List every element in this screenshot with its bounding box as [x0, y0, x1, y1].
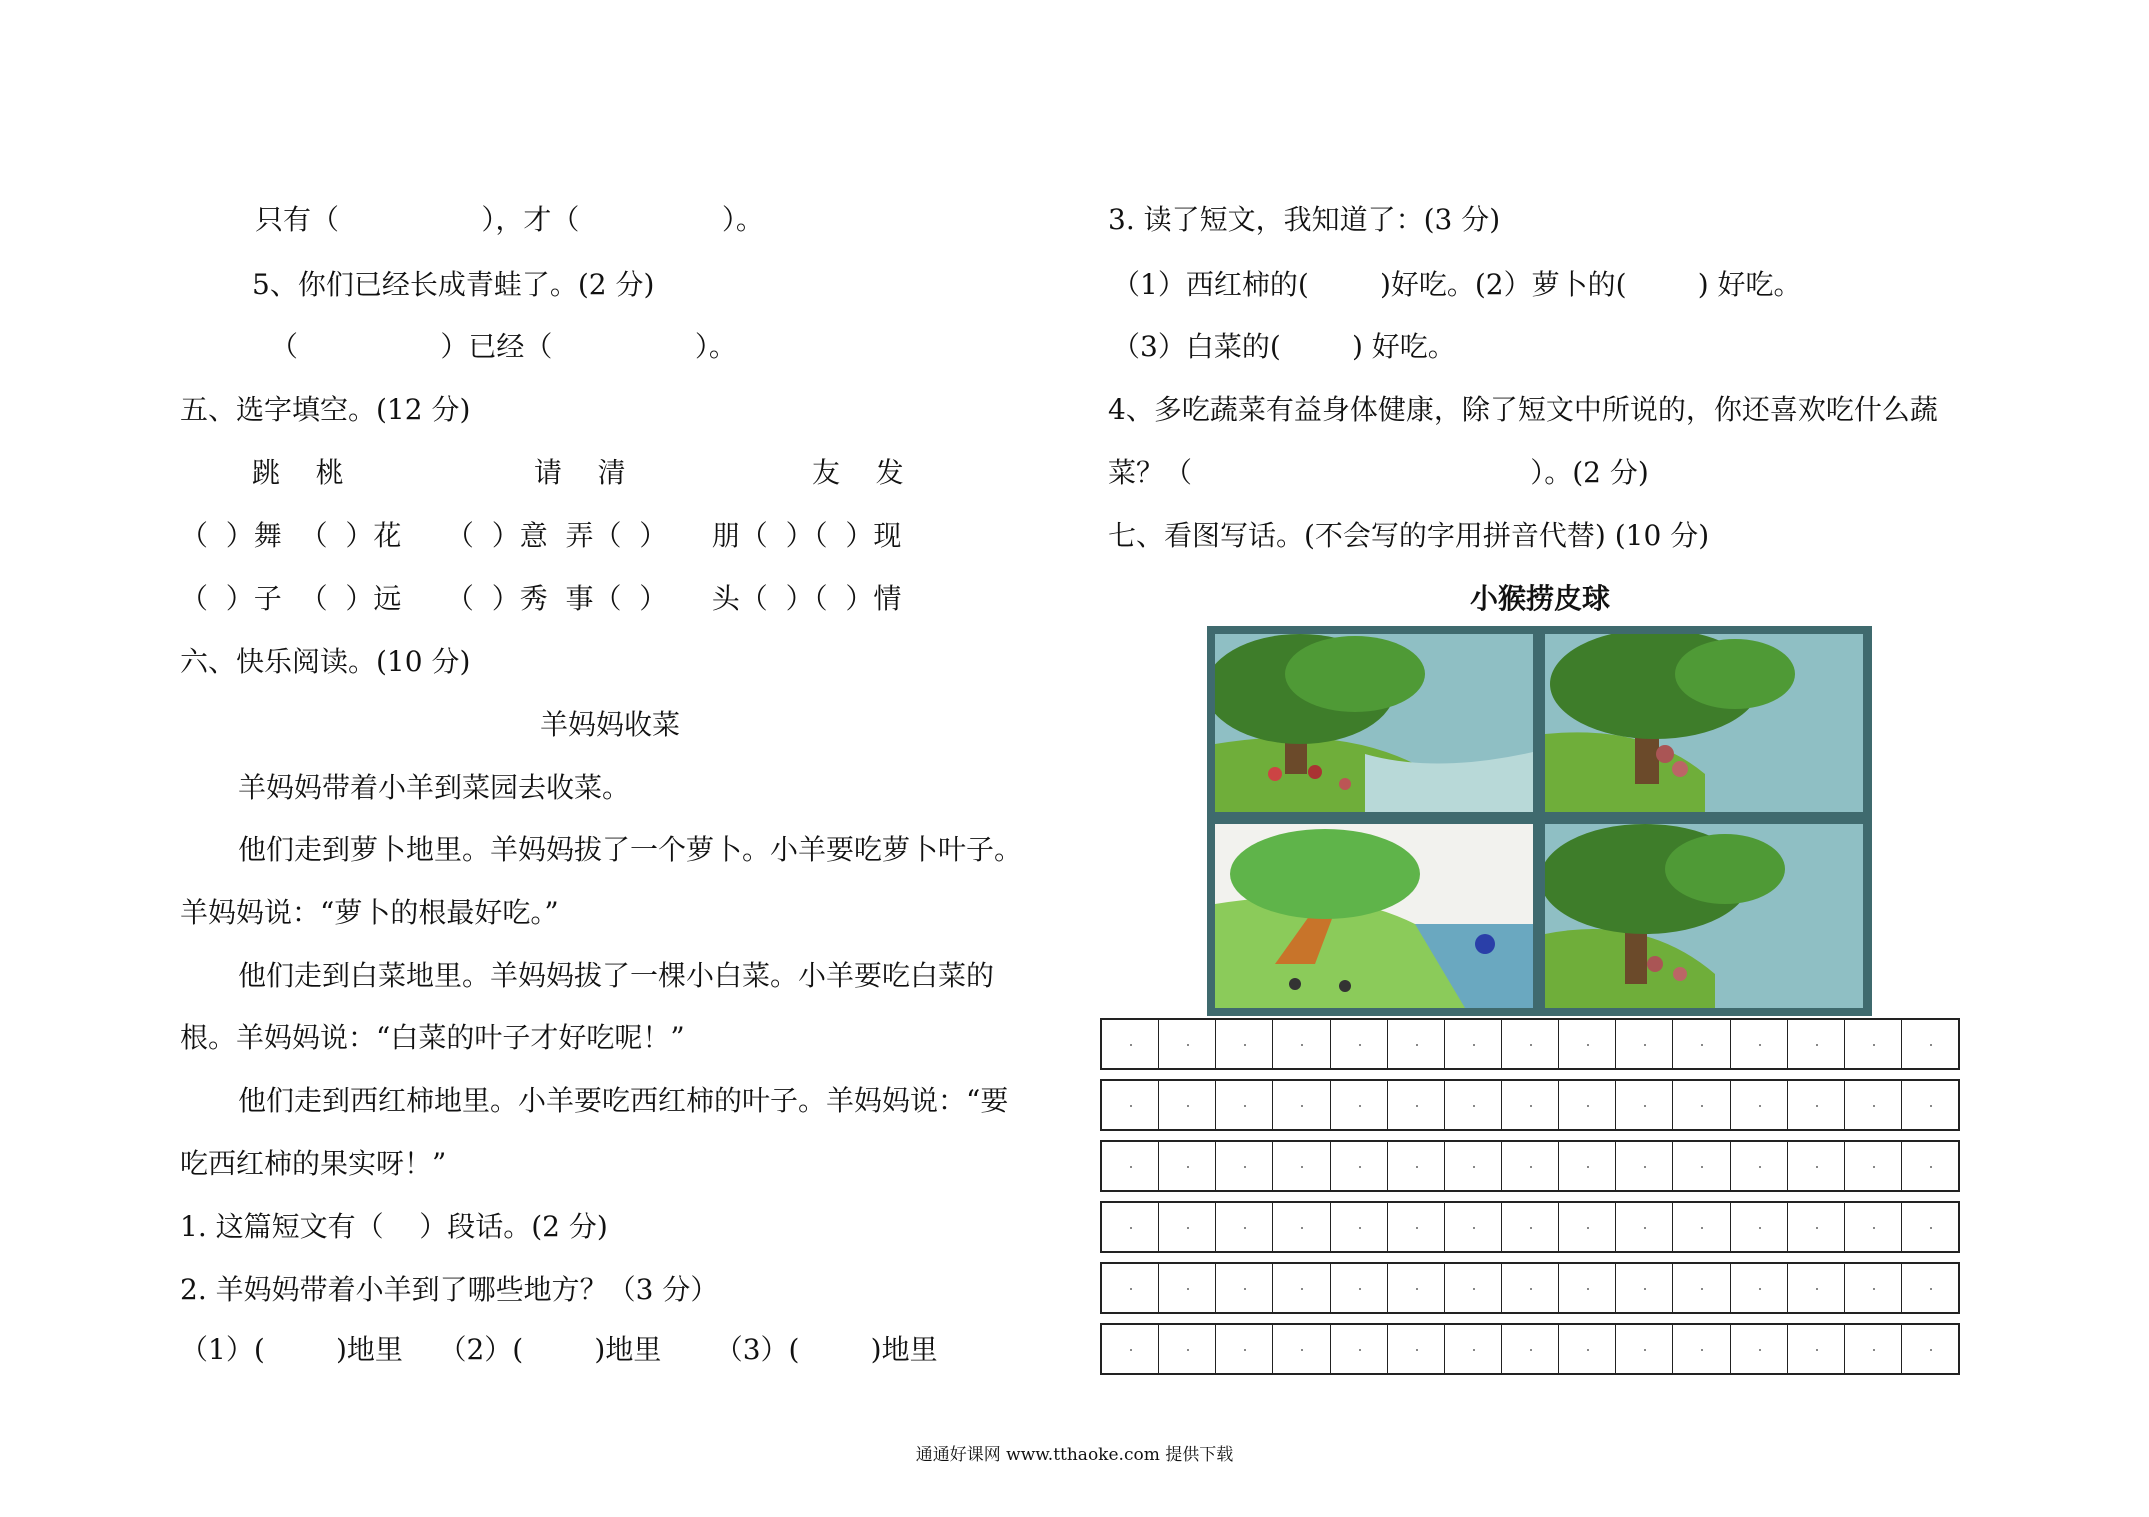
grid-cell[interactable]: [1788, 1081, 1845, 1129]
grid-cell[interactable]: [1102, 1264, 1159, 1312]
grid-cell[interactable]: [1273, 1325, 1330, 1373]
grid-cell[interactable]: [1388, 1325, 1445, 1373]
grid-cell[interactable]: [1102, 1325, 1159, 1373]
grid-cell[interactable]: [1273, 1020, 1330, 1068]
grid-cell[interactable]: [1731, 1142, 1788, 1190]
grid-cell[interactable]: [1559, 1081, 1616, 1129]
section-5-title: 五、选字填空。(12 分): [180, 393, 471, 426]
fill-row-2: （ ）子 （ ）远 （ ）秀 事（ ） 头（ ）（ ）情: [180, 582, 902, 615]
grid-cell[interactable]: [1273, 1264, 1330, 1312]
grid-cell[interactable]: [1845, 1020, 1902, 1068]
grid-cell[interactable]: [1788, 1264, 1845, 1312]
left-line-1: 只有（ ），才（ ）。: [255, 203, 764, 236]
story-paragraph-4b: 吃西红柿的果实呀！”: [180, 1147, 447, 1180]
grid-cell[interactable]: [1445, 1325, 1502, 1373]
grid-cell[interactable]: [1731, 1081, 1788, 1129]
grid-cell[interactable]: [1788, 1142, 1845, 1190]
question-3: 3. 读了短文，我知道了：(3 分): [1108, 203, 1501, 236]
grid-cell[interactable]: [1616, 1142, 1673, 1190]
grid-cell[interactable]: [1445, 1264, 1502, 1312]
grid-cell[interactable]: [1731, 1264, 1788, 1312]
question-1: 1. 这篇短文有（ ）段话。(2 分): [180, 1210, 608, 1243]
grid-cell[interactable]: [1102, 1020, 1159, 1068]
grid-cell[interactable]: [1902, 1203, 1958, 1251]
grid-cell[interactable]: [1845, 1203, 1902, 1251]
grid-cell[interactable]: [1502, 1203, 1559, 1251]
grid-cell[interactable]: [1902, 1264, 1958, 1312]
illustration-panel-1: [1215, 634, 1533, 812]
story-title: 羊妈妈收菜: [539, 708, 680, 741]
grid-cell[interactable]: [1673, 1142, 1730, 1190]
grid-cell[interactable]: [1845, 1325, 1902, 1373]
grid-cell[interactable]: [1102, 1203, 1159, 1251]
grid-cell[interactable]: [1731, 1203, 1788, 1251]
grid-cell[interactable]: [1502, 1142, 1559, 1190]
question-2: 2. 羊妈妈带着小羊到了哪些地方？（3 分）: [180, 1273, 719, 1306]
grid-cell[interactable]: [1388, 1264, 1445, 1312]
grid-cell[interactable]: [1673, 1081, 1730, 1129]
char-group-1: 跳 桃: [252, 456, 344, 489]
grid-cell[interactable]: [1902, 1020, 1958, 1068]
grid-cell[interactable]: [1159, 1264, 1216, 1312]
grid-cell[interactable]: [1331, 1264, 1388, 1312]
grid-cell[interactable]: [1331, 1081, 1388, 1129]
grid-cell[interactable]: [1559, 1020, 1616, 1068]
char-group-3: 友 发: [812, 456, 904, 489]
grid-cell[interactable]: [1616, 1203, 1673, 1251]
question-3-line-2: （3）白菜的( ) 好吃。: [1112, 330, 1456, 363]
grid-cell[interactable]: [1559, 1325, 1616, 1373]
story-paragraph-3b: 根。羊妈妈说：“白菜的叶子才好吃呢！”: [180, 1021, 685, 1054]
grid-cell[interactable]: [1731, 1325, 1788, 1373]
section-6-title: 六、快乐阅读。(10 分): [180, 645, 471, 678]
grid-row: [1100, 1018, 1960, 1070]
grid-cell[interactable]: [1159, 1081, 1216, 1129]
grid-cell[interactable]: [1445, 1020, 1502, 1068]
grid-cell[interactable]: [1502, 1020, 1559, 1068]
illustration-panel-3: [1215, 824, 1533, 1008]
grid-cell[interactable]: [1673, 1020, 1730, 1068]
grid-cell[interactable]: [1788, 1325, 1845, 1373]
section-7-title: 七、看图写话。(不会写的字用拼音代替) (10 分): [1108, 519, 1710, 552]
grid-cell[interactable]: [1731, 1020, 1788, 1068]
grid-cell[interactable]: [1159, 1203, 1216, 1251]
grid-cell[interactable]: [1559, 1142, 1616, 1190]
grid-cell[interactable]: [1388, 1142, 1445, 1190]
story-paragraph-2b: 羊妈妈说：“萝卜的根最好吃。”: [180, 896, 559, 929]
grid-cell[interactable]: [1673, 1325, 1730, 1373]
grid-row: [1100, 1262, 1960, 1314]
grid-cell[interactable]: [1216, 1325, 1273, 1373]
grid-cell[interactable]: [1159, 1142, 1216, 1190]
footer-credit: 通通好课网 www.tthaoke.com 提供下载: [915, 1445, 1234, 1465]
grid-cell[interactable]: [1502, 1325, 1559, 1373]
grid-cell[interactable]: [1388, 1203, 1445, 1251]
fill-row-1: （ ）舞 （ ）花 （ ）意 弄（ ） 朋（ ）（ ）现: [180, 519, 902, 552]
question-5-blank: （ ）已经（ ）。: [270, 330, 737, 363]
grid-cell[interactable]: [1331, 1325, 1388, 1373]
illustration-panel-4: [1545, 824, 1863, 1008]
grid-cell[interactable]: [1102, 1142, 1159, 1190]
question-4-line-1: 4、多吃蔬菜有益身体健康，除了短文中所说的，你还喜欢吃什么蔬: [1108, 393, 1938, 426]
grid-cell[interactable]: [1216, 1081, 1273, 1129]
grid-cell[interactable]: [1159, 1325, 1216, 1373]
grid-cell[interactable]: [1673, 1264, 1730, 1312]
grid-cell[interactable]: [1502, 1081, 1559, 1129]
story-paragraph-2a: 他们走到萝卜地里。羊妈妈拔了一个萝卜。小羊要吃萝卜叶子。: [238, 833, 1023, 866]
grid-row: [1100, 1140, 1960, 1192]
grid-cell[interactable]: [1559, 1264, 1616, 1312]
grid-cell[interactable]: [1673, 1203, 1730, 1251]
grid-cell[interactable]: [1159, 1020, 1216, 1068]
story-paragraph-3a: 他们走到白菜地里。羊妈妈拔了一棵小白菜。小羊要吃白菜的: [238, 959, 995, 992]
grid-cell[interactable]: [1788, 1020, 1845, 1068]
grid-cell[interactable]: [1273, 1142, 1330, 1190]
grid-cell[interactable]: [1445, 1142, 1502, 1190]
grid-cell[interactable]: [1845, 1142, 1902, 1190]
grid-cell[interactable]: [1388, 1081, 1445, 1129]
grid-cell[interactable]: [1216, 1264, 1273, 1312]
question-2-blank: （1）( )地里 （2）( )地里 （3）( )地里: [180, 1333, 938, 1366]
grid-cell[interactable]: [1216, 1142, 1273, 1190]
grid-row: [1100, 1323, 1960, 1375]
story-illustration: [1207, 626, 1872, 1016]
grid-cell[interactable]: [1845, 1081, 1902, 1129]
grid-cell[interactable]: [1616, 1264, 1673, 1312]
grid-cell[interactable]: [1331, 1203, 1388, 1251]
question-3-line-1: （1）西红柿的( )好吃。(2）萝卜的( ) 好吃。: [1112, 268, 1802, 301]
grid-row: [1100, 1079, 1960, 1131]
grid-cell[interactable]: [1331, 1020, 1388, 1068]
grid-cell[interactable]: [1331, 1142, 1388, 1190]
grid-cell[interactable]: [1445, 1203, 1502, 1251]
grid-cell[interactable]: [1845, 1264, 1902, 1312]
grid-cell[interactable]: [1273, 1081, 1330, 1129]
grid-cell[interactable]: [1616, 1325, 1673, 1373]
grid-cell[interactable]: [1902, 1081, 1958, 1129]
grid-cell[interactable]: [1445, 1081, 1502, 1129]
illustration-panel-2: [1545, 634, 1863, 812]
picture-title: 小猴捞皮球: [1469, 582, 1610, 615]
question-5: 5、你们已经长成青蛙了。(2 分): [252, 268, 655, 301]
grid-cell[interactable]: [1616, 1020, 1673, 1068]
grid-cell[interactable]: [1788, 1203, 1845, 1251]
grid-cell[interactable]: [1902, 1142, 1958, 1190]
grid-cell[interactable]: [1388, 1020, 1445, 1068]
writing-grid[interactable]: [1100, 1018, 1960, 1384]
grid-cell[interactable]: [1102, 1081, 1159, 1129]
grid-cell[interactable]: [1559, 1203, 1616, 1251]
story-paragraph-1: 羊妈妈带着小羊到菜园去收菜。: [238, 771, 631, 804]
char-group-2: 请 清: [534, 456, 626, 489]
grid-cell[interactable]: [1502, 1264, 1559, 1312]
grid-cell[interactable]: [1273, 1203, 1330, 1251]
grid-cell[interactable]: [1216, 1203, 1273, 1251]
story-paragraph-4a: 他们走到西红柿地里。小羊要吃西红柿的叶子。羊妈妈说：“要: [238, 1084, 1009, 1117]
question-4-line-2: 菜？（ ）。(2 分): [1108, 456, 1649, 489]
grid-cell[interactable]: [1616, 1081, 1673, 1129]
grid-row: [1100, 1201, 1960, 1253]
grid-cell[interactable]: [1902, 1325, 1958, 1373]
grid-cell[interactable]: [1216, 1020, 1273, 1068]
